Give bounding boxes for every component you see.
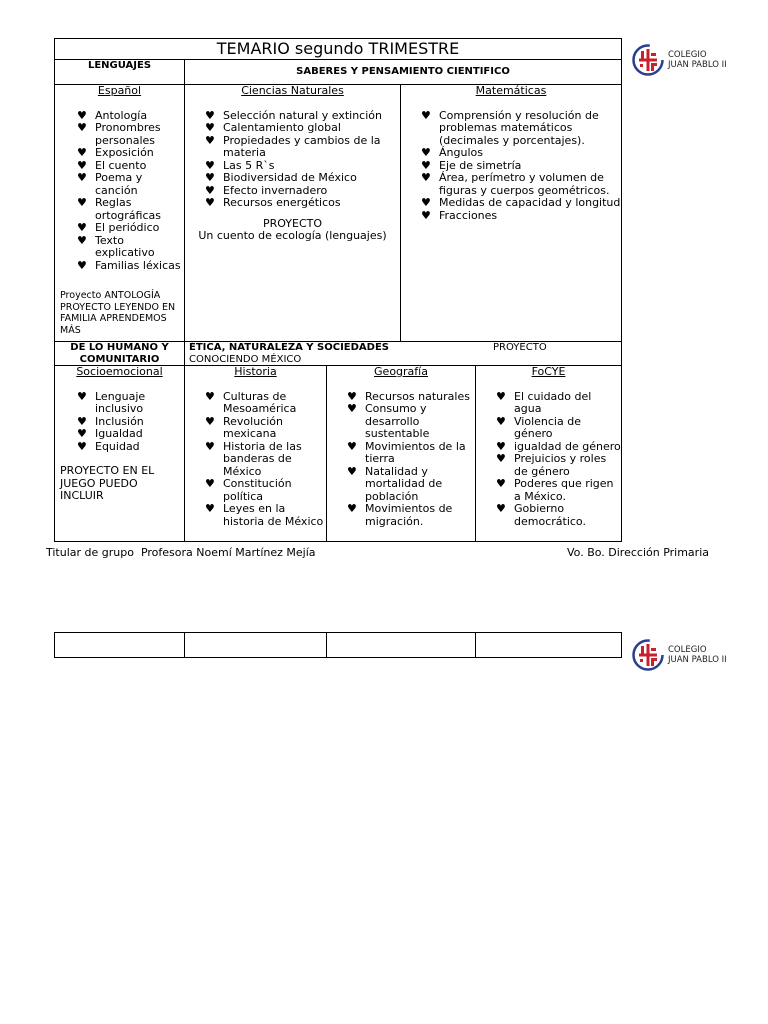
- colegio-logo: [632, 639, 727, 671]
- list-item: ♥ Texto explicativo: [73, 235, 184, 260]
- header-humano: DE LO HUMANO Y COMUNITARIO: [55, 341, 184, 365]
- espanol-project: Proyecto ANTOLOGÍA PROYECTO LEYENDO EN FAMILIA APRENDEMOS MÁS: [60, 290, 176, 336]
- list-item: ♥ Lenguaje inclusivo: [73, 391, 184, 416]
- list-item: ♥ Eje de simetría: [417, 160, 621, 173]
- temario-table: [54, 38, 622, 542]
- list-item: ♥ Equidad: [73, 441, 184, 454]
- espanol-header: Español: [97, 84, 142, 97]
- list-item: ♥ Leyes en la historia de México: [201, 503, 326, 528]
- list-item: ♥ Biodiversidad de México: [201, 172, 400, 185]
- ciencias-list: [185, 110, 400, 210]
- list-item: ♥ Culturas de Mesoamérica: [201, 391, 326, 416]
- historia-cell: [184, 365, 326, 541]
- list-item: ♥ Efecto invernadero: [201, 185, 400, 198]
- list-item: ♥ Medidas de capacidad y longitud: [417, 197, 621, 210]
- list-item: ♥ Propiedades y cambios de la materia: [201, 135, 400, 160]
- focye-cell: [475, 365, 621, 541]
- colegio-seal-icon: [632, 44, 664, 76]
- list-item: ♥ Comprensión y resolución de problemas matemáticos (decimales y porcentajes).: [417, 110, 621, 148]
- list-item: ♥ Historia de las banderas de México: [201, 441, 326, 479]
- list-item: ♥ Revolución mexicana: [201, 416, 326, 441]
- second-table-divider: [184, 633, 185, 657]
- logo-line1: COLEGIO: [668, 645, 707, 655]
- titular-de-grupo: Titular de grupo Profesora Noemí Martínez Mejía: [46, 546, 316, 559]
- list-item: ♥ El cuento: [73, 160, 184, 173]
- list-item: ♥ Inclusión: [73, 416, 184, 429]
- list-item: ♥ Selección natural y extinción: [201, 110, 400, 123]
- vobo-direccion: Vo. Bo. Dirección Primaria: [567, 546, 709, 559]
- matematicas-header: Matemáticas: [475, 84, 547, 97]
- second-table-divider: [326, 633, 327, 657]
- socioemocional-list: [55, 391, 184, 454]
- list-item: ♥ Igualdad: [73, 428, 184, 441]
- geografia-cell: [326, 365, 475, 541]
- header-saberes: SABERES Y PENSAMIENTO CIENTIFICO: [184, 59, 621, 85]
- logo-line1: COLEGIO: [668, 50, 707, 60]
- espanol-cell: [55, 84, 184, 342]
- list-item: ♥ Antología: [73, 110, 184, 123]
- list-item: ♥ Área, perímetro y volumen de figuras y cuerpos geométricos.: [417, 172, 621, 197]
- header-proyecto: PROYECTO: [493, 342, 547, 353]
- colegio-seal-icon: [632, 639, 664, 671]
- list-item: ♥ Reglas ortográficas: [73, 197, 184, 222]
- list-item: ♥ Consumo y desarrollo sustentable: [343, 403, 475, 441]
- list-item: ♥ Recursos naturales: [343, 391, 475, 404]
- header-conociendo-mexico: CONOCIENDO MÉXICO: [189, 354, 302, 365]
- ciencias-cell: [184, 84, 400, 342]
- header-lenguajes: LENGUAJES: [55, 59, 184, 85]
- list-item: ♥ Poema y canción: [73, 172, 184, 197]
- espanol-list: [55, 110, 184, 273]
- list-item: ♥ Recursos energéticos: [201, 197, 400, 210]
- second-table-divider: [475, 633, 476, 657]
- logo-line2: JUAN PABLO II: [668, 60, 727, 70]
- list-item: ♥ Exposición: [73, 147, 184, 160]
- list-item: ♥ Movimientos de migración.: [343, 503, 475, 528]
- socioemocional-header: Socioemocional: [76, 365, 163, 378]
- list-item: ♥ igualdad de género: [492, 441, 621, 454]
- geografia-list: [327, 391, 475, 529]
- list-item: ♥ Natalidad y mortalidad de población: [343, 466, 475, 504]
- colegio-logo: [632, 44, 727, 76]
- list-item: ♥ Calentamiento global: [201, 122, 400, 135]
- focye-header: FoCYE: [531, 365, 566, 378]
- socioemocional-cell: [55, 365, 184, 541]
- list-item: ♥ Prejuicios y roles de género: [492, 453, 621, 478]
- second-table: [54, 632, 622, 658]
- list-item: ♥ El cuidado del agua: [492, 391, 621, 416]
- list-item: ♥ Gobierno democrático.: [492, 503, 621, 528]
- list-item: ♥ El periódico: [73, 222, 184, 235]
- list-item: ♥ Constitución política: [201, 478, 326, 503]
- historia-header: Historia: [234, 365, 277, 378]
- list-item: ♥ Las 5 R`s: [201, 160, 400, 173]
- ciencias-header: Ciencias Naturales: [241, 84, 344, 97]
- list-item: ♥ Poderes que rigen a México.: [492, 478, 621, 503]
- page-title: TEMARIO segundo TRIMESTRE: [216, 39, 460, 58]
- socioemocional-project: PROYECTO EN EL JUEGO PUEDO INCLUIR: [60, 464, 155, 502]
- geografia-header: Geografía: [374, 365, 428, 378]
- logo-line2: JUAN PABLO II: [668, 655, 727, 665]
- ciencias-project: Un cuento de ecología (lenguajes): [198, 229, 387, 242]
- ciencias-project-label: PROYECTO: [262, 216, 323, 230]
- focye-list: [476, 391, 621, 529]
- list-item: ♥ Fracciones: [417, 210, 621, 223]
- header-etica: ÉTICA, NATURALEZA Y SOCIEDADES: [189, 342, 389, 353]
- list-item: ♥ Ángulos: [417, 147, 621, 160]
- matematicas-cell: [400, 84, 621, 342]
- matematicas-list: [401, 110, 621, 223]
- list-item: ♥ Violencia de género: [492, 416, 621, 441]
- historia-list: [185, 391, 326, 529]
- list-item: ♥ Familias léxicas: [73, 260, 184, 273]
- list-item: ♥ Pronombres personales: [73, 122, 184, 147]
- list-item: ♥ Movimientos de la tierra: [343, 441, 475, 466]
- header-etica-row: [184, 341, 621, 365]
